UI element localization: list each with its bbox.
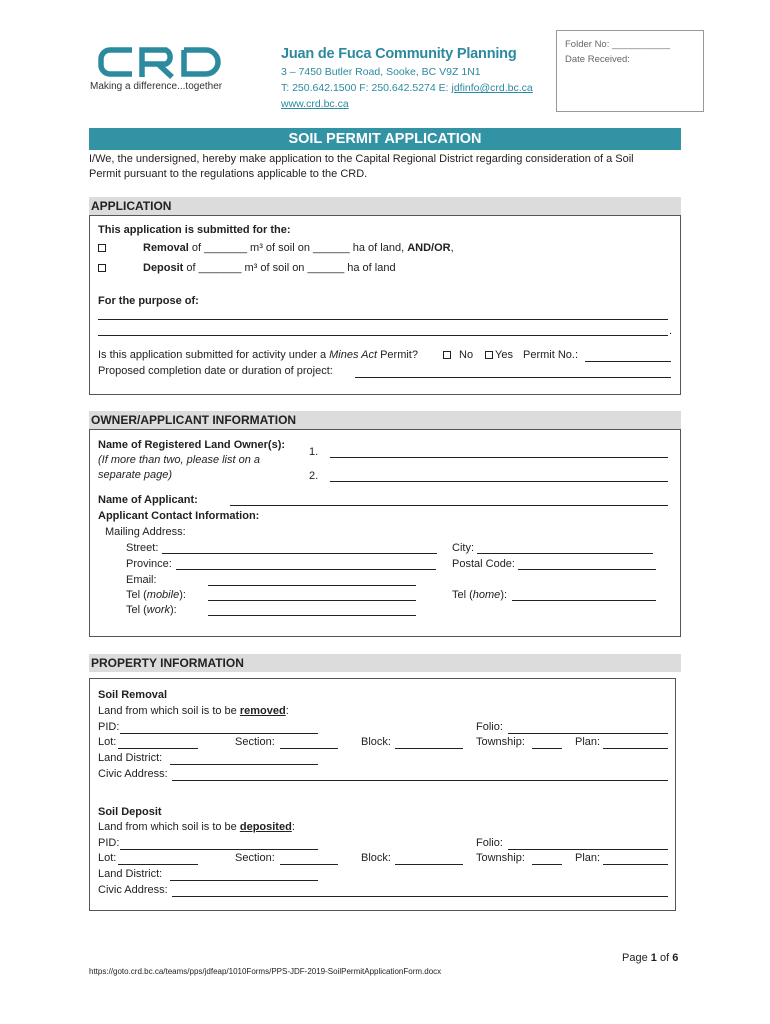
crd-logo-mark [98,44,228,80]
removal-plan-input[interactable] [603,735,668,749]
contact-info-label: Applicant Contact Information: [98,510,260,522]
street-input[interactable] [162,540,437,554]
removal-folio-input[interactable] [508,720,668,734]
deposit-quantity-text[interactable]: of _______ m³ of soil on ______ ha of land [186,262,396,274]
deposited-word: deposited [239,821,292,833]
deposit-desc: Land from which soil is to be deposited: [98,821,295,833]
footer-url: https://goto.crd.bc.ca/teams/pps/jdfeap/1010Forms/PPS-JDF-2019-SoilPermitApplicationForm.docx [89,967,442,976]
province-label: Province: [126,558,172,570]
postal-code-label: Postal Code: [452,558,515,570]
completion-input[interactable] [355,364,671,378]
street-label: Street: [126,542,159,554]
deposit-township-input[interactable] [532,851,562,865]
removal-pid-input[interactable] [120,720,318,734]
tel-work-label: Tel (work): [126,604,177,616]
removal-section-label: Section: [235,736,275,748]
mines-yes-label: Yes [495,349,513,361]
org-phone-fax: T: 250.642.1500 F: 250.642.5274 E: [281,82,449,94]
deposit-heading: Soil Deposit [98,806,162,818]
form-title: SOIL PERMIT APPLICATION [89,128,681,150]
removal-folio-label: Folio: [476,721,503,733]
deposit-folio-input[interactable] [508,836,668,850]
city-input[interactable] [477,540,653,554]
removal-township-label: Township: [476,736,525,748]
province-input[interactable] [176,556,436,570]
applicant-input[interactable] [230,492,668,506]
owner-heading: OWNER/APPLICANT INFORMATION [89,411,681,429]
permit-no-input[interactable] [585,348,671,362]
removal-quantity-text[interactable]: of _______ m³ of soil on ______ ha of land, [191,242,405,254]
postal-code-input[interactable] [518,556,656,570]
owner-2-input[interactable] [330,468,668,482]
org-contact-line [281,82,533,94]
purpose-input-line1[interactable] [98,305,668,320]
removal-civic-input[interactable] [172,767,668,781]
tel-home-input[interactable] [512,587,656,601]
mines-no-checkbox[interactable] [443,351,451,359]
city-label: City: [452,542,474,554]
owner-num-2: 2. [309,470,319,482]
deposit-civic-input[interactable] [172,883,668,897]
tel-home-label: Tel (home): [452,589,508,601]
removal-label: Removal [143,242,189,254]
email-input[interactable] [208,572,416,586]
removal-heading: Soil Removal [98,689,168,701]
org-website-link[interactable]: www.crd.bc.ca [281,98,349,110]
mailing-address-label: Mailing Address: [105,526,186,538]
date-received-label: Date Received: [565,54,630,65]
deposit-plan-label: Plan: [575,852,601,864]
owner-1-input[interactable] [330,444,668,458]
deposit-label: Deposit [143,262,184,274]
org-name: Juan de Fuca Community Planning [281,46,517,62]
deposit-section-input[interactable] [280,851,338,865]
mines-act-text: Mines Act [329,349,378,361]
tel-work-input[interactable] [208,602,416,616]
logo-tagline: Making a difference...together [90,81,223,92]
deposit-block-input[interactable] [395,851,463,865]
reg-owner-note1: (If more than two, please list on a [98,454,261,466]
removal-lot-input[interactable] [118,735,198,749]
org-email-link[interactable]: jdfinfo@crd.bc.ca [451,82,533,94]
purpose-label: For the purpose of: [98,295,199,307]
deposit-checkbox[interactable] [98,264,106,272]
deposit-pid-input[interactable] [120,836,318,850]
deposit-township-label: Township: [476,852,525,864]
removal-pid-label: PID: [98,721,120,733]
removal-desc: Land from which soil is to be removed: [98,705,289,717]
crd-logo [90,40,230,100]
removal-row [143,241,454,256]
removal-plan-label: Plan: [575,736,601,748]
org-address: 3 – 7450 Butler Road, Sooke, BC V9Z 1N1 [281,66,481,78]
intro-text-line1: I/We, the undersigned, hereby make application to the Capital Regional District regarding consideration of a Soil [89,153,634,165]
deposit-lot-label: Lot: [98,852,117,864]
intro-text-line2: Permit pursuant to the regulations applicable to the CRD. [89,168,368,180]
andor-text: AND/OR [407,242,451,254]
removal-checkbox[interactable] [98,244,106,252]
removal-township-input[interactable] [532,735,562,749]
tel-mobile-label: Tel (mobile): [126,589,186,601]
office-use-box [556,30,704,112]
removal-land-district-label: Land District: [98,752,163,764]
deposit-folio-label: Folio: [476,837,503,849]
purpose-input-line2[interactable] [98,321,668,336]
mines-yes-checkbox[interactable] [485,351,493,359]
submitted-for-label: This application is submitted for the: [98,224,291,236]
tel-mobile-input[interactable] [208,587,416,601]
deposit-plan-input[interactable] [603,851,668,865]
email-label: Email: [126,574,157,586]
page-number: Page 1 of 6 [622,952,679,964]
mines-q-pre: Is this application submitted for activity under a [98,349,327,361]
property-heading: PROPERTY INFORMATION [89,654,681,672]
deposit-civic-label: Civic Address: [98,884,168,896]
deposit-lot-input[interactable] [118,851,198,865]
removal-civic-label: Civic Address: [98,768,168,780]
application-heading: APPLICATION [89,197,681,215]
andor-comma: , [450,242,454,254]
permit-no-label: Permit No.: [523,349,579,361]
removal-block-input[interactable] [395,735,463,749]
removal-block-label: Block: [361,736,391,748]
removed-word: removed [239,705,286,717]
deposit-row [143,261,396,276]
mines-no-label: No [459,349,474,361]
owner-num-1: 1. [309,446,319,458]
deposit-land-district-input[interactable] [170,867,318,881]
deposit-block-label: Block: [361,852,391,864]
mines-q-post: Permit? [380,349,418,361]
reg-owner-label: Name of Registered Land Owner(s): [98,439,286,451]
deposit-pid-label: PID: [98,837,120,849]
removal-section-input[interactable] [280,735,338,749]
applicant-label: Name of Applicant: [98,494,198,506]
folder-no-label: Folder No: ___________ [565,39,671,50]
purpose-period: . [669,325,673,337]
completion-label: Proposed completion date or duration of project: [98,365,333,377]
removal-land-district-input[interactable] [170,751,318,765]
deposit-land-district-label: Land District: [98,868,163,880]
reg-owner-note2: separate page) [98,469,172,481]
mines-act-question [98,348,418,363]
deposit-section-label: Section: [235,852,275,864]
removal-lot-label: Lot: [98,736,117,748]
